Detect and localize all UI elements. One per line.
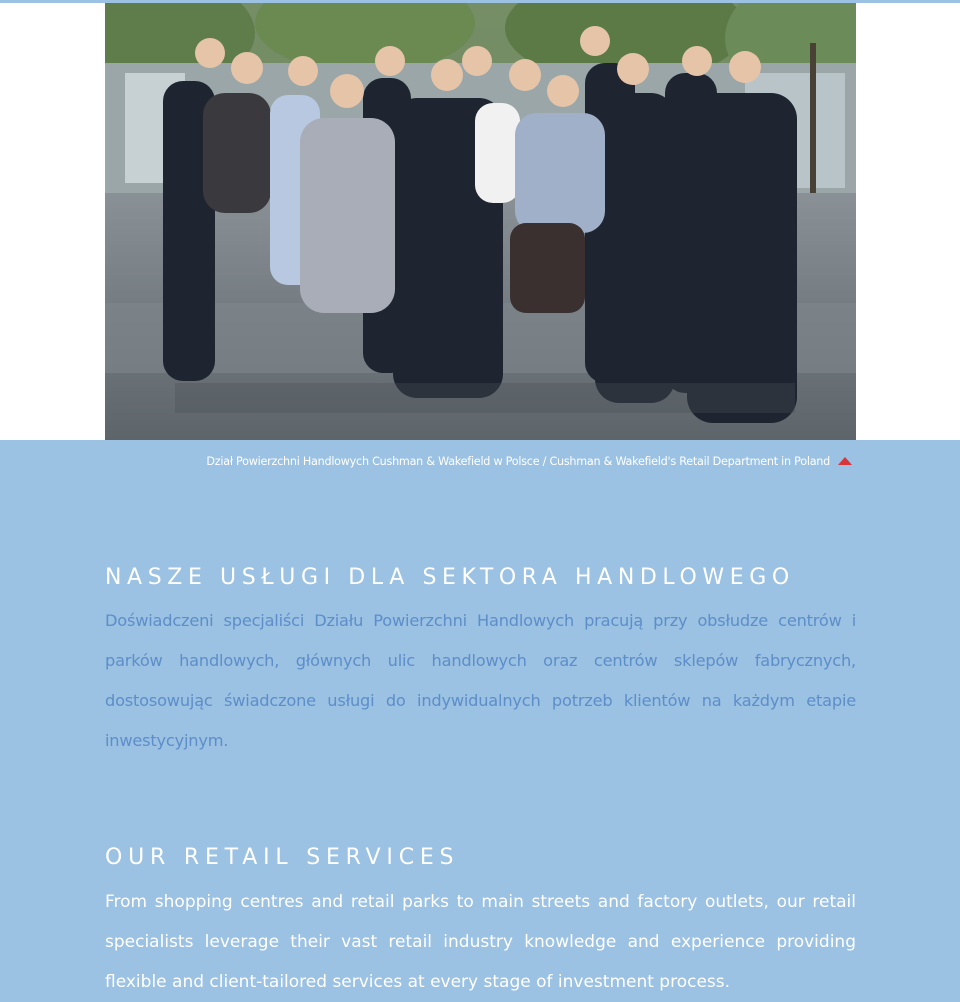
team-photo (105, 3, 856, 440)
photo-caption: Dział Powierzchni Handlowych Cushman & Wakefield w Polsce / Cushman & Wakefield's Retail Department in Poland (206, 455, 830, 468)
section-body-pl: Doświadczeni specjaliści Działu Powierzchni Handlowych pracują przy obsłudze centrów i parków handlowych, głównych ulic handlowych oraz centrów sklepów fabrycznych, dostosowując świadczone usługi do indywidualnych potrzeb klientów na każdym etapie inwestycyjnym. (105, 611, 856, 750)
section-title-pl: NASZE USŁUGI DLA SEKTORA HANDLOWEGO (105, 565, 795, 590)
up-arrow-icon (838, 457, 852, 465)
section-body-en: From shopping centres and retail parks to main streets and factory outlets, our retail specialists leverage their vast retail industry knowledge and experience providing flexible and client-tailored services at every stage of investment process. (105, 892, 856, 992)
section-title-en: OUR RETAIL SERVICES (105, 845, 460, 870)
